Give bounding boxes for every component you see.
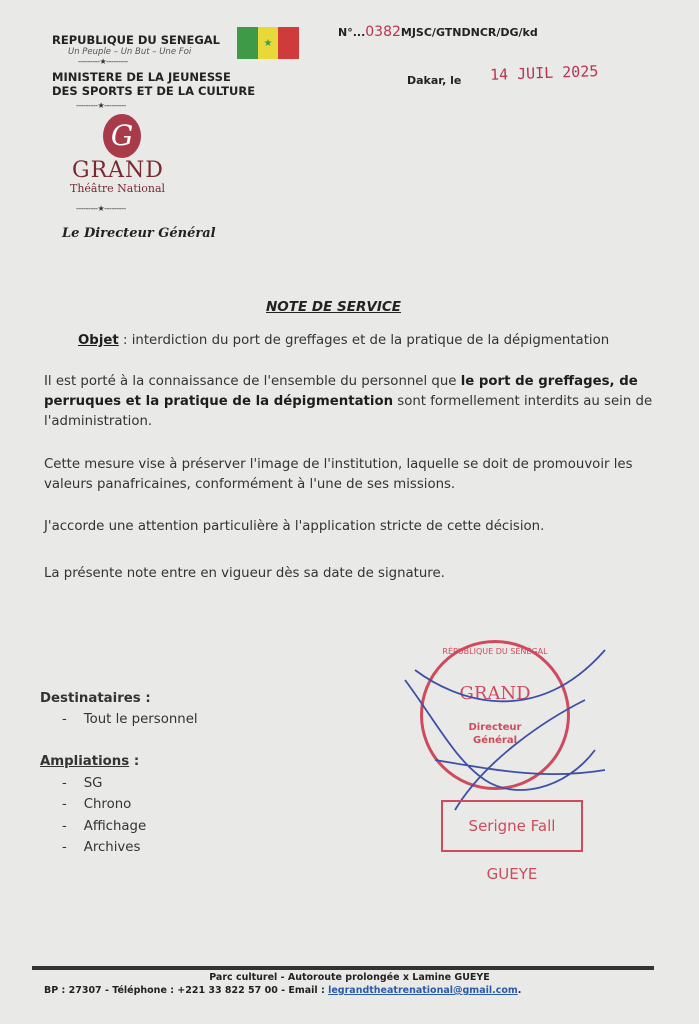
p1-start: Il est porté à la connaissance de l'ensemble du personnel que xyxy=(44,374,461,389)
reference-number xyxy=(338,24,538,40)
ampliation-item: - Affichage xyxy=(62,819,147,834)
signatory-name-stamp: Serigne Fall GUEYE xyxy=(441,800,583,852)
signature xyxy=(395,640,615,820)
footer-address: Parc culturel - Autoroute prolongée x Lamine GUEYE xyxy=(209,972,490,983)
place-label: Dakar, le xyxy=(407,74,462,87)
ampliation-text: Archives xyxy=(83,840,141,855)
separator: ---------★--------- xyxy=(78,57,128,66)
footer-divider xyxy=(32,966,654,970)
reference-handwritten: 0382 xyxy=(365,24,401,40)
paragraph-4: La présente note entre en vigueur dès sa date de signature. xyxy=(44,566,445,581)
separator: ---------★--------- xyxy=(76,101,126,110)
reference-suffix: MJSC/GTNDNCR/DG/kd xyxy=(400,26,538,39)
paragraph-1 xyxy=(44,372,664,432)
document-title: NOTE DE SERVICE xyxy=(266,299,401,315)
ministry-line-2: DES SPORTS ET DE LA CULTURE xyxy=(52,84,256,98)
ampliation-text: Chrono xyxy=(83,797,132,812)
footer-contact: BP : 27307 - Téléphone : +221 33 822 57 00 - Email : legrandtheatrenational@gmail.com. xyxy=(44,985,522,996)
paragraph-2: Cette mesure vise à préserver l'image de l'institution, laquelle se doit de promouvoir les valeurs panafricaines, conformément à l'une de ses missions. xyxy=(44,457,633,492)
recipient-text: Tout le personnel xyxy=(83,712,198,727)
national-motto: Un Peuple – Un But – Une Foi xyxy=(68,47,192,57)
ampliation-text: SG xyxy=(83,776,103,791)
ampliations-label: Ampliations : xyxy=(40,754,140,769)
ministry-line-1: MINISTERE DE LA JEUNESSE xyxy=(52,70,231,84)
object-line xyxy=(78,331,658,351)
p1-end: sont formellement interdits au sein de l'administration. xyxy=(44,394,653,429)
stamp-center-sub: Directeur Général xyxy=(468,722,522,746)
country-name: REPUBLIQUE DU SENEGAL xyxy=(52,33,220,47)
logo-grand: GRAND xyxy=(72,158,164,183)
ampliations-label-text: Ampliations xyxy=(40,754,130,769)
p1-bold: le port de greffages, de perruques et la pratique de la dépigmentation xyxy=(44,374,638,409)
ampliation-item: - Chrono xyxy=(62,797,132,812)
paragraph-3: J'accorde une attention particulière à l'application stricte de cette décision. xyxy=(44,519,545,534)
footer-email-link[interactable]: legrandtheatrenational@gmail.com xyxy=(328,985,518,996)
ampliation-item: - Archives xyxy=(62,840,141,855)
recipient-item: - Tout le personnel xyxy=(62,712,198,727)
recipients-label: Destinataires : xyxy=(40,691,151,706)
ampliation-item: - SG xyxy=(62,776,103,791)
object-label: Objet xyxy=(78,333,119,348)
reference-prefix: N°... xyxy=(338,26,366,39)
signatory-title: Le Directeur Général xyxy=(62,226,216,241)
separator: ---------★--------- xyxy=(76,204,126,213)
ampliation-text: Affichage xyxy=(83,819,147,834)
senegal-flag: ★ xyxy=(237,27,299,59)
stamp-center: GRAND xyxy=(459,683,531,704)
date-stamp: 14 JUIL 2025 xyxy=(489,62,599,84)
footer-contact-text: BP : 27307 - Téléphone : +221 33 822 57 00 - Email : xyxy=(44,985,329,996)
logo-subtitle: Théâtre National xyxy=(70,182,166,195)
object-text: : interdiction du port de greffages et de la pratique de la dépigmentation xyxy=(118,333,610,348)
stamp-ring-text: RÉPUBLIQUE DU SÉNÉGAL xyxy=(442,647,548,656)
grand-theatre-logo-icon: G xyxy=(103,114,141,158)
recipients-label-text: Destinataires xyxy=(40,691,141,706)
